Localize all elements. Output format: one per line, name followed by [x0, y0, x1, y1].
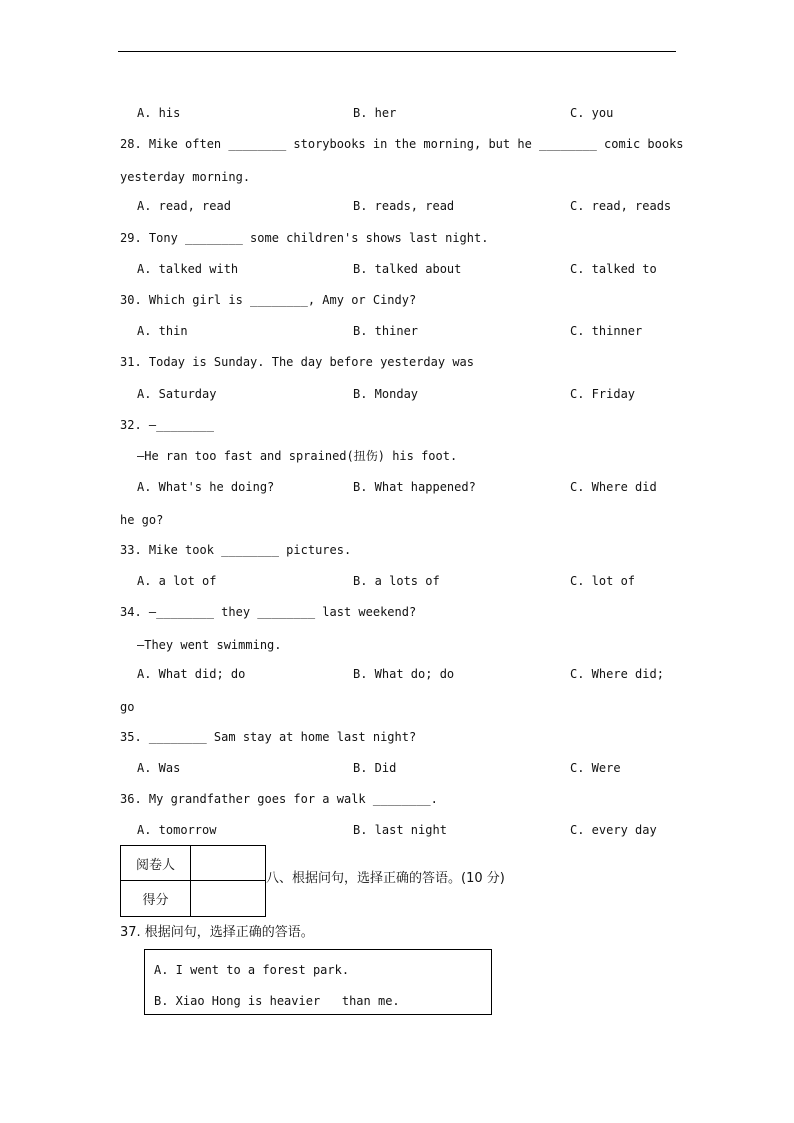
question-28-stem-cont: yesterday morning.: [120, 170, 251, 184]
header-rule: [118, 51, 676, 52]
option-a: A. a lot of: [137, 574, 217, 588]
option-b: B. What do; do: [353, 667, 455, 681]
option-b: B. talked about: [353, 262, 462, 276]
option-c: C. thinner: [570, 324, 643, 338]
option-b: B. a lots of: [353, 574, 440, 588]
score-table: [120, 845, 266, 917]
option-b: B. Did: [353, 761, 397, 775]
question-34-reply: —They went swimming.: [137, 638, 282, 652]
reviewer-cell[interactable]: [191, 846, 265, 881]
option-a: A. tomorrow: [137, 823, 217, 837]
question-31-stem: 31. Today is Sunday. The day before yesterday was: [120, 355, 475, 369]
question-28-stem: 28. Mike often ________ storybooks in the morning, but he ________ comic books: [120, 137, 684, 151]
option-a: A. talked with: [137, 262, 239, 276]
option-c: C. Where did;: [570, 667, 664, 681]
question-29-stem: 29. Tony ________ some children's shows last night.: [120, 231, 489, 245]
option-b: B. reads, read: [353, 199, 455, 213]
reviewer-label: 阅卷人: [121, 846, 191, 881]
option-c: C. you: [570, 106, 614, 120]
question-33-stem: 33. Mike took ________ pictures.: [120, 543, 352, 557]
option-b: B. What happened?: [353, 480, 476, 494]
option-c: C. read, reads: [570, 199, 672, 213]
question-32-reply: —He ran too fast and sprained(扭伤) his foot.: [137, 449, 458, 463]
option-c-cont: he go?: [120, 513, 164, 527]
answer-b: B. Xiao Hong is heavier than me.: [154, 994, 400, 1008]
option-c: C. Friday: [570, 387, 636, 401]
option-a: A. Was: [137, 761, 181, 775]
option-c: C. Were: [570, 761, 621, 775]
answer-box: [144, 949, 492, 1015]
section-heading: 八、根据问句，选择正确的答语。(10 分): [266, 871, 505, 886]
question-37-stem: 37. 根据问句，选择正确的答语。: [120, 925, 314, 940]
answer-a: A. I went to a forest park.: [154, 963, 350, 977]
option-c: C. every day: [570, 823, 657, 837]
option-c: C. lot of: [570, 574, 636, 588]
question-36-stem: 36. My grandfather goes for a walk ________.: [120, 792, 438, 806]
option-a: A. What did; do: [137, 667, 246, 681]
question-35-stem: 35. ________ Sam stay at home last night?: [120, 730, 417, 744]
option-b: B. Monday: [353, 387, 419, 401]
option-b: B. her: [353, 106, 397, 120]
option-b: B. thiner: [353, 324, 419, 338]
option-c: C. talked to: [570, 262, 657, 276]
question-34-stem: 34. —________ they ________ last weekend?: [120, 605, 417, 619]
question-30-stem: 30. Which girl is ________, Amy or Cindy?: [120, 293, 417, 307]
score-cell[interactable]: [191, 881, 265, 916]
option-b: B. last night: [353, 823, 447, 837]
score-label: 得分: [121, 881, 191, 916]
option-a: A. his: [137, 106, 181, 120]
option-c: C. Where did: [570, 480, 657, 494]
option-a: A. read, read: [137, 199, 231, 213]
option-c-cont: go: [120, 700, 135, 714]
question-32-stem: 32. —________: [120, 418, 214, 432]
option-a: A. What's he doing?: [137, 480, 275, 494]
option-a: A. Saturday: [137, 387, 217, 401]
option-a: A. thin: [137, 324, 188, 338]
